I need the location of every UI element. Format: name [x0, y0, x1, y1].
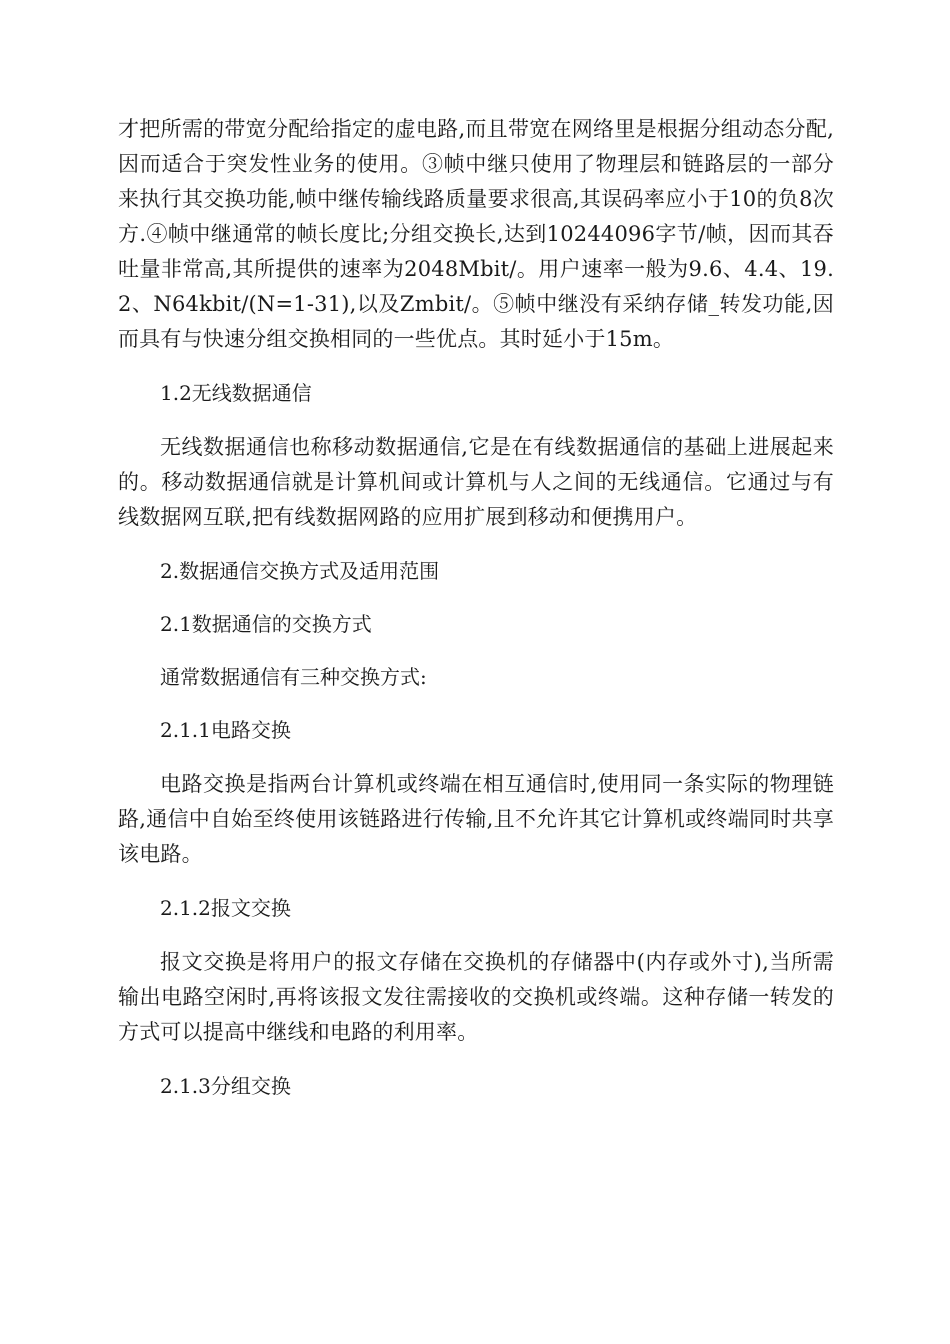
- section-heading-2: 2.数据通信交换方式及适用范围: [160, 559, 440, 583]
- spacer: [118, 872, 834, 891]
- spacer: [118, 695, 834, 713]
- spacer: [118, 642, 834, 660]
- spacer: [118, 589, 834, 607]
- section-heading-1-2: 1.2无线数据通信: [160, 381, 312, 405]
- section-heading-2-1-2: 2.1.2报文交换: [160, 896, 291, 920]
- paragraph-frame-relay-continued: 才把所需的带宽分配给指定的虚电路,而且带宽在网络里是根据分组动态分配,因而适合于突发性业务的使用。③帧中继只使用了物理层和链路层的一部分来执行其交换功能,帧中继传输线路质量要求很高,其误码率应小于10的负8次方.④帧中继通常的帧长度比;分组交换长,达到10244096字节/帧，因而其吞吐量非常高,其所提供的速率为2048Mbit/。用户速率一般为9.6、4.4、19.2、N64kbit/(N=1-31),以及Zmbit/。⑤帧中继没有采纳存储_转发功能,因而具有与快速分组交换相同的一些优点。其时延小于15m。: [118, 117, 834, 351]
- section-heading-2-1: 2.1数据通信的交换方式: [160, 612, 372, 636]
- paragraph-message-switching: 报文交换是将用户的报文存储在交换机的存储器中(内存或外寸),当所需输出电路空闲时,再将该报文发往需接收的交换机或终端。这种存储一转发的方式可以提高中继线和电路的利用率。: [118, 950, 834, 1044]
- paragraph-three-modes: 通常数据通信有三种交换方式:: [160, 665, 427, 689]
- spacer: [118, 926, 834, 945]
- paragraph-circuit-switching: 电路交换是指两台计算机或终端在相互通信时,使用同一条实际的物理链路,通信中自始至终使用该链路进行传输,且不允许其它计算机或终端同时共享该电路。: [118, 772, 834, 866]
- spacer: [118, 535, 834, 554]
- spacer: [118, 748, 834, 767]
- spacer: [118, 1050, 834, 1069]
- spacer: [118, 411, 834, 430]
- section-heading-2-1-1: 2.1.1电路交换: [160, 718, 291, 742]
- paragraph-wireless-data: 无线数据通信也称移动数据通信,它是在有线数据通信的基础上进展起来的。移动数据通信就是计算机间或计算机与人之间的无线通信。它通过与有线数据网互联,把有线数据网路的应用扩展到移动和便携用户。: [118, 435, 834, 529]
- document-body: [118, 112, 834, 1104]
- section-heading-2-1-3: 2.1.3分组交换: [160, 1074, 291, 1098]
- spacer: [118, 357, 834, 376]
